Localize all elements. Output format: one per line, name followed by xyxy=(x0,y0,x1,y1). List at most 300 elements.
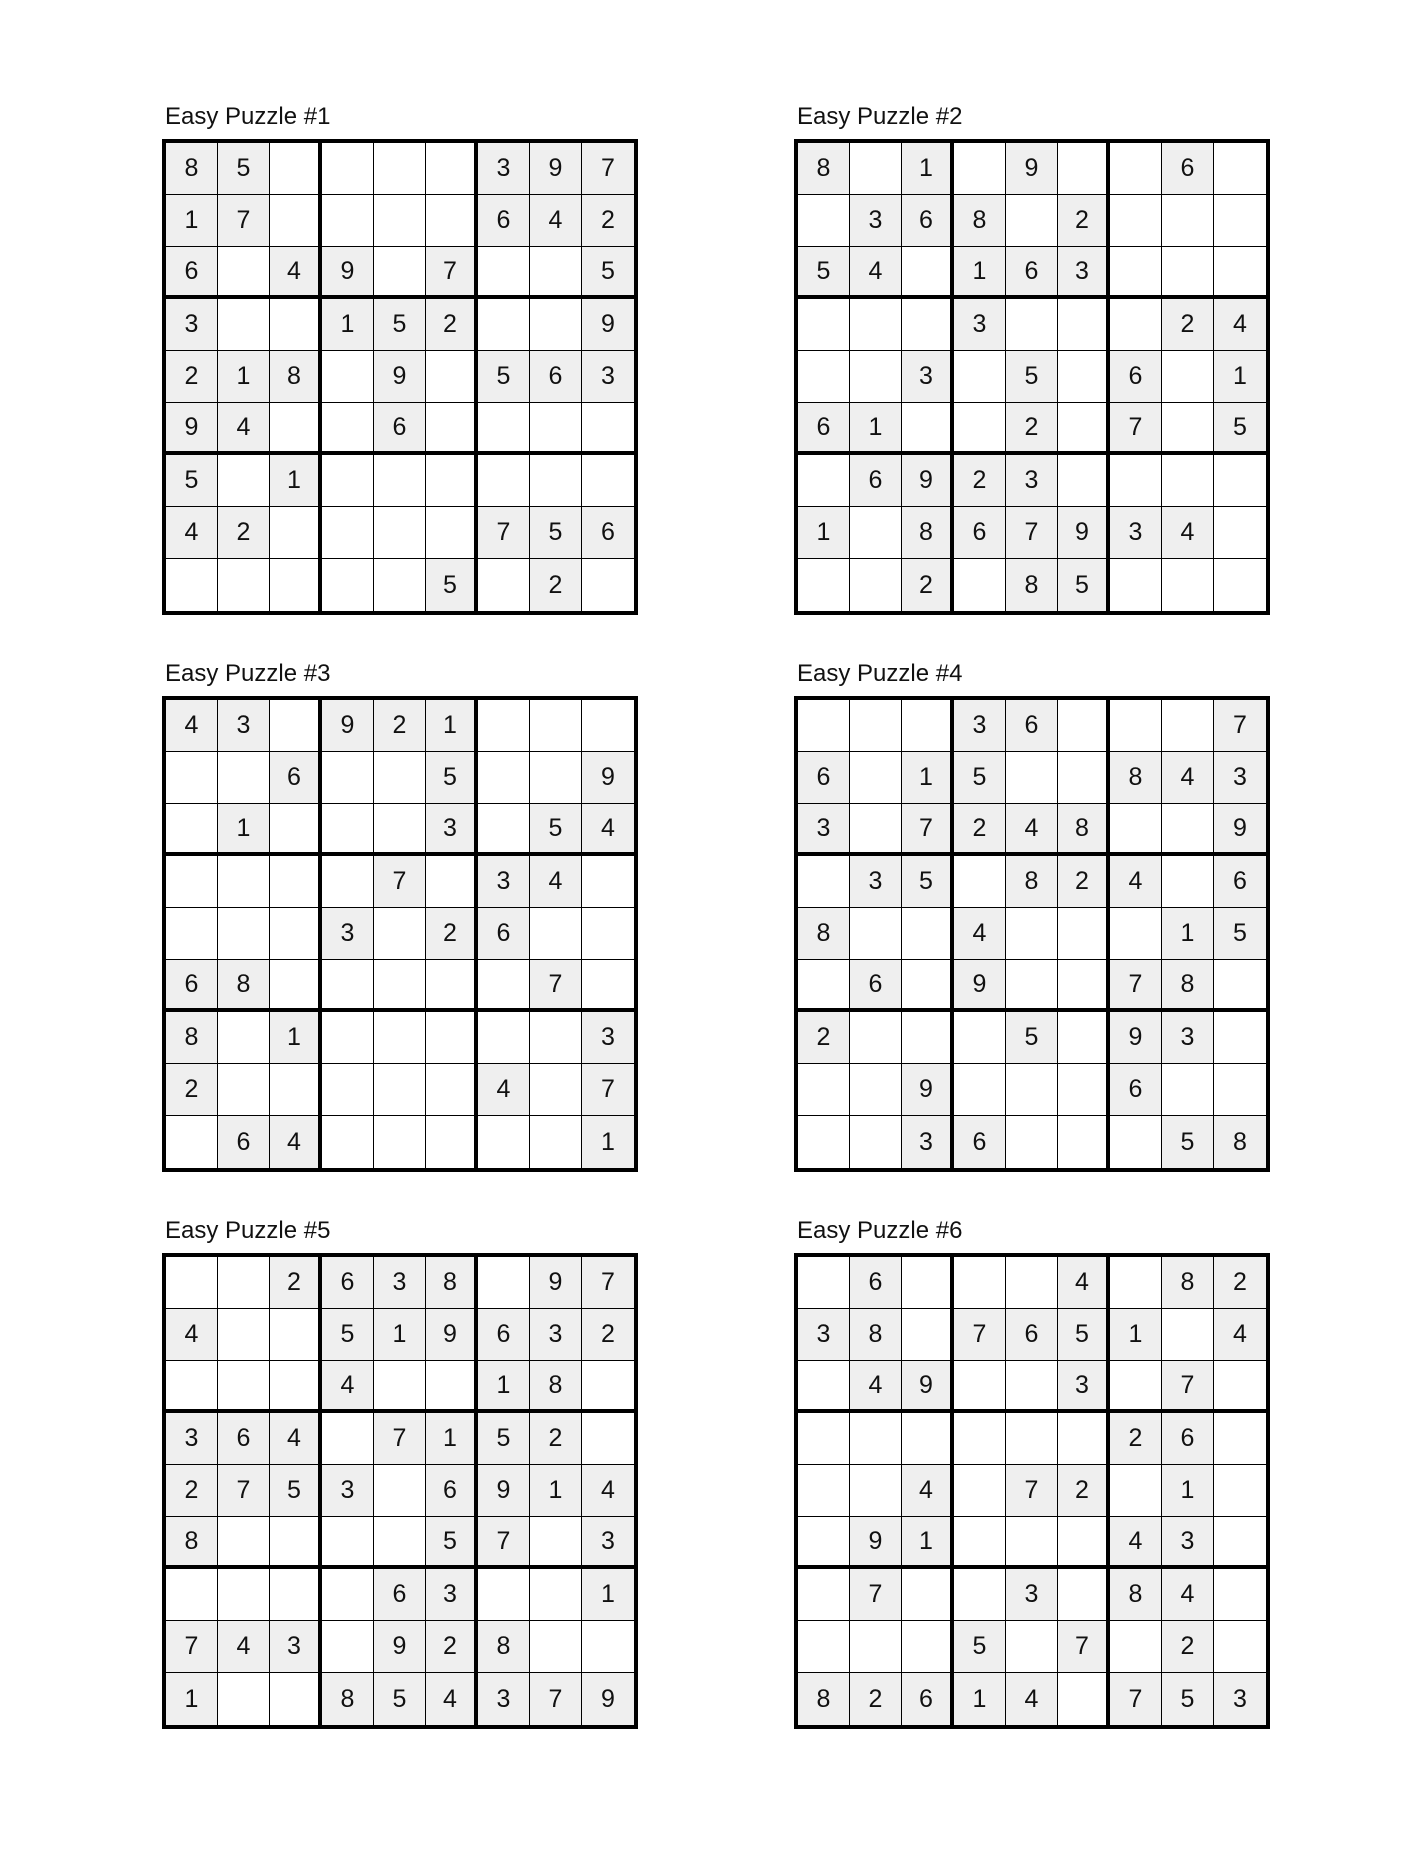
empty-cell[interactable] xyxy=(218,1257,270,1309)
empty-cell[interactable] xyxy=(218,559,270,611)
empty-cell[interactable] xyxy=(798,351,850,403)
empty-cell[interactable] xyxy=(426,143,478,195)
empty-cell[interactable] xyxy=(902,1012,954,1064)
empty-cell[interactable] xyxy=(530,700,582,752)
empty-cell[interactable] xyxy=(374,1517,426,1569)
empty-cell[interactable] xyxy=(426,960,478,1012)
empty-cell[interactable] xyxy=(1162,403,1214,455)
given-cell: 5 xyxy=(322,1309,374,1361)
empty-cell[interactable] xyxy=(322,856,374,908)
empty-cell[interactable] xyxy=(426,1064,478,1116)
empty-cell[interactable] xyxy=(954,403,1006,455)
empty-cell[interactable] xyxy=(218,455,270,507)
given-cell: 6 xyxy=(954,1116,1006,1168)
puzzle-title: Easy Puzzle #3 xyxy=(165,660,331,687)
empty-cell[interactable] xyxy=(218,752,270,804)
empty-cell[interactable] xyxy=(1058,455,1110,507)
empty-cell[interactable] xyxy=(218,1517,270,1569)
empty-cell[interactable] xyxy=(218,1569,270,1621)
empty-cell[interactable] xyxy=(798,1413,850,1465)
empty-cell[interactable] xyxy=(322,1569,374,1621)
given-cell: 7 xyxy=(582,1064,634,1116)
empty-cell[interactable] xyxy=(218,1012,270,1064)
empty-cell[interactable] xyxy=(1006,1361,1058,1413)
empty-cell[interactable] xyxy=(902,1309,954,1361)
empty-cell[interactable] xyxy=(902,247,954,299)
empty-cell[interactable] xyxy=(1214,247,1266,299)
empty-cell[interactable] xyxy=(270,1517,322,1569)
empty-cell[interactable] xyxy=(1110,195,1162,247)
given-cell: 7 xyxy=(426,247,478,299)
empty-cell[interactable] xyxy=(1214,1012,1266,1064)
empty-cell[interactable] xyxy=(902,960,954,1012)
given-cell: 7 xyxy=(218,195,270,247)
empty-cell[interactable] xyxy=(902,908,954,960)
empty-cell[interactable] xyxy=(374,455,426,507)
empty-cell[interactable] xyxy=(530,1116,582,1168)
empty-cell[interactable] xyxy=(322,143,374,195)
empty-cell[interactable] xyxy=(798,1361,850,1413)
empty-cell[interactable] xyxy=(322,455,374,507)
empty-cell[interactable] xyxy=(1214,1361,1266,1413)
empty-cell[interactable] xyxy=(218,908,270,960)
empty-cell[interactable] xyxy=(850,700,902,752)
empty-cell[interactable] xyxy=(902,299,954,351)
empty-cell[interactable] xyxy=(1214,559,1266,611)
empty-cell[interactable] xyxy=(954,1257,1006,1309)
given-cell: 2 xyxy=(1214,1257,1266,1309)
empty-cell[interactable] xyxy=(798,1116,850,1168)
empty-cell[interactable] xyxy=(1162,195,1214,247)
sudoku-grid xyxy=(794,1253,1270,1729)
given-cell: 2 xyxy=(218,507,270,559)
empty-cell[interactable] xyxy=(1006,1064,1058,1116)
empty-cell[interactable] xyxy=(322,195,374,247)
empty-cell[interactable] xyxy=(798,1621,850,1673)
empty-cell[interactable] xyxy=(1110,1257,1162,1309)
empty-cell[interactable] xyxy=(322,1517,374,1569)
empty-cell[interactable] xyxy=(954,1569,1006,1621)
empty-cell[interactable] xyxy=(322,1621,374,1673)
empty-cell[interactable] xyxy=(530,247,582,299)
empty-cell[interactable] xyxy=(1110,908,1162,960)
empty-cell[interactable] xyxy=(850,351,902,403)
empty-cell[interactable] xyxy=(322,1116,374,1168)
empty-cell[interactable] xyxy=(478,403,530,455)
empty-cell[interactable] xyxy=(1006,1621,1058,1673)
empty-cell[interactable] xyxy=(850,299,902,351)
empty-cell[interactable] xyxy=(1006,908,1058,960)
empty-cell[interactable] xyxy=(478,299,530,351)
empty-cell[interactable] xyxy=(1162,559,1214,611)
empty-cell[interactable] xyxy=(426,455,478,507)
empty-cell[interactable] xyxy=(530,1621,582,1673)
empty-cell[interactable] xyxy=(954,559,1006,611)
empty-cell[interactable] xyxy=(478,1257,530,1309)
empty-cell[interactable] xyxy=(1214,1465,1266,1517)
empty-cell[interactable] xyxy=(270,559,322,611)
given-cell: 2 xyxy=(954,455,1006,507)
empty-cell[interactable] xyxy=(374,804,426,856)
empty-cell[interactable] xyxy=(530,455,582,507)
empty-cell[interactable] xyxy=(1162,1064,1214,1116)
empty-cell[interactable] xyxy=(582,559,634,611)
empty-cell[interactable] xyxy=(270,507,322,559)
empty-cell[interactable] xyxy=(166,856,218,908)
given-cell: 1 xyxy=(582,1116,634,1168)
empty-cell[interactable] xyxy=(954,1413,1006,1465)
empty-cell[interactable] xyxy=(374,752,426,804)
empty-cell[interactable] xyxy=(166,908,218,960)
empty-cell[interactable] xyxy=(1058,1673,1110,1725)
empty-cell[interactable] xyxy=(374,1064,426,1116)
empty-cell[interactable] xyxy=(1214,1569,1266,1621)
given-cell: 4 xyxy=(1006,1673,1058,1725)
empty-cell[interactable] xyxy=(582,1621,634,1673)
empty-cell[interactable] xyxy=(478,804,530,856)
empty-cell[interactable] xyxy=(1058,908,1110,960)
empty-cell[interactable] xyxy=(1058,1517,1110,1569)
empty-cell[interactable] xyxy=(850,1621,902,1673)
empty-cell[interactable] xyxy=(1214,1621,1266,1673)
empty-cell[interactable] xyxy=(1162,700,1214,752)
empty-cell[interactable] xyxy=(1058,1413,1110,1465)
empty-cell[interactable] xyxy=(1006,195,1058,247)
empty-cell[interactable] xyxy=(1006,1116,1058,1168)
empty-cell[interactable] xyxy=(1162,247,1214,299)
empty-cell[interactable] xyxy=(1214,1064,1266,1116)
given-cell: 9 xyxy=(166,403,218,455)
empty-cell[interactable] xyxy=(850,1064,902,1116)
empty-cell[interactable] xyxy=(322,1012,374,1064)
given-cell: 8 xyxy=(798,1673,850,1725)
empty-cell[interactable] xyxy=(1110,1465,1162,1517)
empty-cell[interactable] xyxy=(1162,856,1214,908)
empty-cell[interactable] xyxy=(374,559,426,611)
empty-cell[interactable] xyxy=(270,1064,322,1116)
empty-cell[interactable] xyxy=(478,247,530,299)
empty-cell[interactable] xyxy=(582,455,634,507)
empty-cell[interactable] xyxy=(166,752,218,804)
empty-cell[interactable] xyxy=(1110,1361,1162,1413)
sudoku-grid xyxy=(162,1253,638,1729)
given-cell: 4 xyxy=(270,247,322,299)
empty-cell[interactable] xyxy=(954,143,1006,195)
empty-cell[interactable] xyxy=(1006,1517,1058,1569)
empty-cell[interactable] xyxy=(850,1012,902,1064)
empty-cell[interactable] xyxy=(478,559,530,611)
empty-cell[interactable] xyxy=(850,507,902,559)
empty-cell[interactable] xyxy=(166,559,218,611)
given-cell: 6 xyxy=(1006,247,1058,299)
empty-cell[interactable] xyxy=(582,960,634,1012)
empty-cell[interactable] xyxy=(1214,960,1266,1012)
empty-cell[interactable] xyxy=(426,1361,478,1413)
empty-cell[interactable] xyxy=(1110,700,1162,752)
empty-cell[interactable] xyxy=(798,195,850,247)
given-cell: 9 xyxy=(850,1517,902,1569)
empty-cell[interactable] xyxy=(1058,752,1110,804)
given-cell: 5 xyxy=(426,752,478,804)
given-cell: 1 xyxy=(1162,908,1214,960)
empty-cell[interactable] xyxy=(850,559,902,611)
given-cell: 5 xyxy=(1058,1309,1110,1361)
empty-cell[interactable] xyxy=(798,1517,850,1569)
empty-cell[interactable] xyxy=(1110,455,1162,507)
empty-cell[interactable] xyxy=(322,403,374,455)
empty-cell[interactable] xyxy=(1006,752,1058,804)
empty-cell[interactable] xyxy=(322,559,374,611)
empty-cell[interactable] xyxy=(902,1257,954,1309)
empty-cell[interactable] xyxy=(1058,1116,1110,1168)
empty-cell[interactable] xyxy=(374,1465,426,1517)
empty-cell[interactable] xyxy=(374,1116,426,1168)
given-cell: 9 xyxy=(478,1465,530,1517)
empty-cell[interactable] xyxy=(322,960,374,1012)
empty-cell[interactable] xyxy=(850,804,902,856)
given-cell: 5 xyxy=(1006,1012,1058,1064)
empty-cell[interactable] xyxy=(582,700,634,752)
empty-cell[interactable] xyxy=(218,247,270,299)
empty-cell[interactable] xyxy=(426,507,478,559)
given-cell: 8 xyxy=(166,1012,218,1064)
empty-cell[interactable] xyxy=(1058,351,1110,403)
empty-cell[interactable] xyxy=(270,908,322,960)
empty-cell[interactable] xyxy=(1110,299,1162,351)
empty-cell[interactable] xyxy=(954,351,1006,403)
given-cell: 3 xyxy=(166,1413,218,1465)
empty-cell[interactable] xyxy=(582,403,634,455)
empty-cell[interactable] xyxy=(166,1116,218,1168)
given-cell: 6 xyxy=(1006,1309,1058,1361)
given-cell: 3 xyxy=(582,1012,634,1064)
empty-cell[interactable] xyxy=(582,908,634,960)
empty-cell[interactable] xyxy=(1006,1413,1058,1465)
empty-cell[interactable] xyxy=(850,1116,902,1168)
empty-cell[interactable] xyxy=(322,351,374,403)
given-cell: 3 xyxy=(322,908,374,960)
empty-cell[interactable] xyxy=(530,1012,582,1064)
empty-cell[interactable] xyxy=(478,960,530,1012)
given-cell: 5 xyxy=(1214,908,1266,960)
empty-cell[interactable] xyxy=(270,700,322,752)
empty-cell[interactable] xyxy=(374,195,426,247)
empty-cell[interactable] xyxy=(798,455,850,507)
empty-cell[interactable] xyxy=(954,1517,1006,1569)
empty-cell[interactable] xyxy=(1214,143,1266,195)
empty-cell[interactable] xyxy=(798,1569,850,1621)
empty-cell[interactable] xyxy=(270,804,322,856)
empty-cell[interactable] xyxy=(426,403,478,455)
empty-cell[interactable] xyxy=(426,351,478,403)
empty-cell[interactable] xyxy=(850,908,902,960)
empty-cell[interactable] xyxy=(1162,455,1214,507)
empty-cell[interactable] xyxy=(798,700,850,752)
given-cell: 9 xyxy=(322,247,374,299)
empty-cell[interactable] xyxy=(270,856,322,908)
empty-cell[interactable] xyxy=(1110,559,1162,611)
empty-cell[interactable] xyxy=(530,908,582,960)
empty-cell[interactable] xyxy=(1214,1413,1266,1465)
empty-cell[interactable] xyxy=(954,856,1006,908)
empty-cell[interactable] xyxy=(582,856,634,908)
given-cell: 3 xyxy=(478,1673,530,1725)
empty-cell[interactable] xyxy=(954,1012,1006,1064)
empty-cell[interactable] xyxy=(270,1673,322,1725)
empty-cell[interactable] xyxy=(1214,1517,1266,1569)
empty-cell[interactable] xyxy=(426,1116,478,1168)
puzzle-title: Easy Puzzle #2 xyxy=(797,103,963,130)
given-cell: 3 xyxy=(954,299,1006,351)
empty-cell[interactable] xyxy=(902,1569,954,1621)
empty-cell[interactable] xyxy=(270,403,322,455)
given-cell: 3 xyxy=(954,700,1006,752)
empty-cell[interactable] xyxy=(270,1309,322,1361)
empty-cell[interactable] xyxy=(798,960,850,1012)
empty-cell[interactable] xyxy=(166,1569,218,1621)
empty-cell[interactable] xyxy=(954,1465,1006,1517)
empty-cell[interactable] xyxy=(374,143,426,195)
empty-cell[interactable] xyxy=(218,1361,270,1413)
given-cell: 2 xyxy=(850,1673,902,1725)
empty-cell[interactable] xyxy=(1006,960,1058,1012)
empty-cell[interactable] xyxy=(1058,403,1110,455)
empty-cell[interactable] xyxy=(478,1569,530,1621)
empty-cell[interactable] xyxy=(166,1257,218,1309)
given-cell: 6 xyxy=(902,195,954,247)
empty-cell[interactable] xyxy=(1058,1064,1110,1116)
given-cell: 4 xyxy=(322,1361,374,1413)
empty-cell[interactable] xyxy=(1214,507,1266,559)
empty-cell[interactable] xyxy=(530,752,582,804)
empty-cell[interactable] xyxy=(850,1413,902,1465)
empty-cell[interactable] xyxy=(218,856,270,908)
empty-cell[interactable] xyxy=(322,804,374,856)
empty-cell[interactable] xyxy=(1110,1116,1162,1168)
empty-cell[interactable] xyxy=(426,856,478,908)
empty-cell[interactable] xyxy=(270,960,322,1012)
empty-cell[interactable] xyxy=(902,700,954,752)
empty-cell[interactable] xyxy=(530,1517,582,1569)
empty-cell[interactable] xyxy=(478,455,530,507)
empty-cell[interactable] xyxy=(1058,299,1110,351)
empty-cell[interactable] xyxy=(374,507,426,559)
empty-cell[interactable] xyxy=(582,1413,634,1465)
empty-cell[interactable] xyxy=(798,559,850,611)
empty-cell[interactable] xyxy=(218,1673,270,1725)
empty-cell[interactable] xyxy=(218,299,270,351)
empty-cell[interactable] xyxy=(1058,960,1110,1012)
empty-cell[interactable] xyxy=(1162,1309,1214,1361)
empty-cell[interactable] xyxy=(1214,455,1266,507)
empty-cell[interactable] xyxy=(582,1361,634,1413)
empty-cell[interactable] xyxy=(166,1361,218,1413)
given-cell: 3 xyxy=(478,143,530,195)
empty-cell[interactable] xyxy=(1110,804,1162,856)
given-cell: 1 xyxy=(218,804,270,856)
empty-cell[interactable] xyxy=(902,1621,954,1673)
empty-cell[interactable] xyxy=(166,804,218,856)
empty-cell[interactable] xyxy=(798,1257,850,1309)
given-cell: 2 xyxy=(374,700,426,752)
empty-cell[interactable] xyxy=(270,299,322,351)
given-cell: 1 xyxy=(426,1413,478,1465)
empty-cell[interactable] xyxy=(1214,195,1266,247)
given-cell: 7 xyxy=(530,960,582,1012)
empty-cell[interactable] xyxy=(374,908,426,960)
empty-cell[interactable] xyxy=(850,1465,902,1517)
empty-cell[interactable] xyxy=(478,1116,530,1168)
empty-cell[interactable] xyxy=(1006,1257,1058,1309)
given-cell: 2 xyxy=(1058,856,1110,908)
empty-cell[interactable] xyxy=(322,507,374,559)
empty-cell[interactable] xyxy=(374,247,426,299)
empty-cell[interactable] xyxy=(1110,247,1162,299)
empty-cell[interactable] xyxy=(530,1569,582,1621)
empty-cell[interactable] xyxy=(374,960,426,1012)
empty-cell[interactable] xyxy=(270,195,322,247)
empty-cell[interactable] xyxy=(954,1064,1006,1116)
empty-cell[interactable] xyxy=(426,1012,478,1064)
empty-cell[interactable] xyxy=(530,403,582,455)
empty-cell[interactable] xyxy=(478,752,530,804)
empty-cell[interactable] xyxy=(902,1413,954,1465)
empty-cell[interactable] xyxy=(1058,1569,1110,1621)
empty-cell[interactable] xyxy=(798,1064,850,1116)
empty-cell[interactable] xyxy=(426,195,478,247)
empty-cell[interactable] xyxy=(902,403,954,455)
empty-cell[interactable] xyxy=(270,1361,322,1413)
given-cell: 9 xyxy=(902,1064,954,1116)
empty-cell[interactable] xyxy=(850,143,902,195)
empty-cell[interactable] xyxy=(374,1012,426,1064)
given-cell: 3 xyxy=(582,1517,634,1569)
given-cell: 3 xyxy=(1110,507,1162,559)
empty-cell[interactable] xyxy=(374,1361,426,1413)
given-cell: 3 xyxy=(478,856,530,908)
empty-cell[interactable] xyxy=(530,299,582,351)
given-cell: 4 xyxy=(270,1116,322,1168)
empty-cell[interactable] xyxy=(322,1413,374,1465)
given-cell: 2 xyxy=(426,908,478,960)
empty-cell[interactable] xyxy=(270,143,322,195)
empty-cell[interactable] xyxy=(1110,1621,1162,1673)
empty-cell[interactable] xyxy=(850,752,902,804)
given-cell: 3 xyxy=(1006,1569,1058,1621)
empty-cell[interactable] xyxy=(798,1465,850,1517)
empty-cell[interactable] xyxy=(1162,351,1214,403)
empty-cell[interactable] xyxy=(1058,143,1110,195)
empty-cell[interactable] xyxy=(798,856,850,908)
empty-cell[interactable] xyxy=(218,1309,270,1361)
empty-cell[interactable] xyxy=(322,752,374,804)
empty-cell[interactable] xyxy=(954,1361,1006,1413)
empty-cell[interactable] xyxy=(1162,804,1214,856)
empty-cell[interactable] xyxy=(218,1064,270,1116)
given-cell: 4 xyxy=(1110,856,1162,908)
empty-cell[interactable] xyxy=(1006,299,1058,351)
empty-cell[interactable] xyxy=(478,1012,530,1064)
empty-cell[interactable] xyxy=(798,299,850,351)
empty-cell[interactable] xyxy=(270,1569,322,1621)
empty-cell[interactable] xyxy=(322,1064,374,1116)
empty-cell[interactable] xyxy=(1058,700,1110,752)
empty-cell[interactable] xyxy=(1110,143,1162,195)
empty-cell[interactable] xyxy=(478,700,530,752)
empty-cell[interactable] xyxy=(530,1064,582,1116)
empty-cell[interactable] xyxy=(1058,1012,1110,1064)
given-cell: 1 xyxy=(166,195,218,247)
